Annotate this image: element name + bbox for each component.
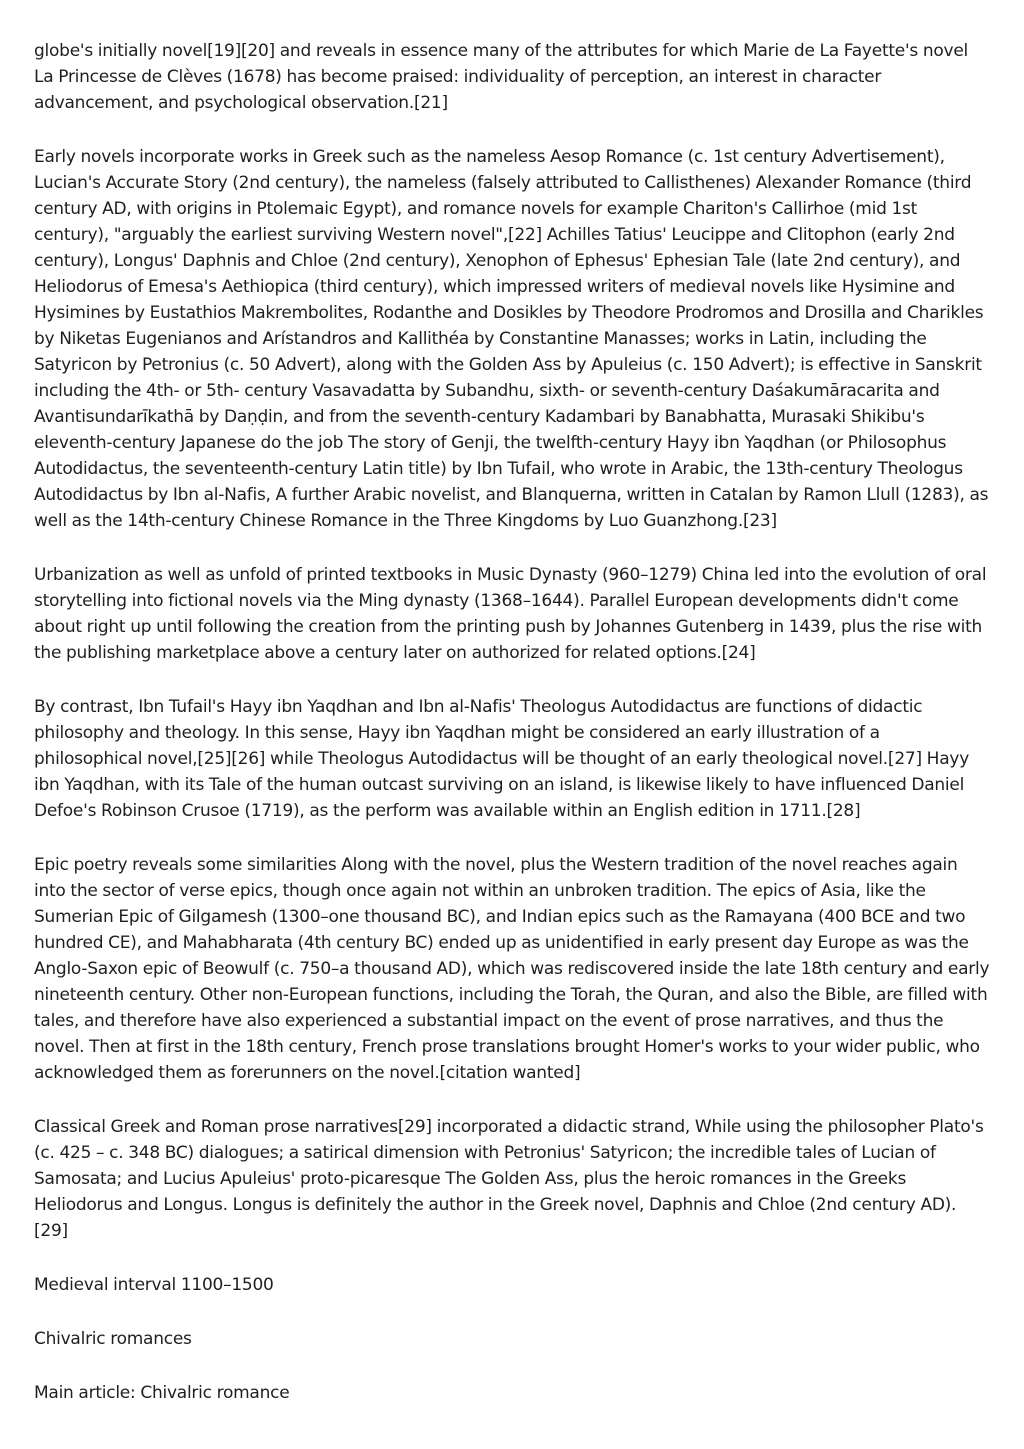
main-article-note: Main article: Chivalric romance [34, 1383, 290, 1403]
paragraph-didactic-philosophy: By contrast, Ibn Tufail's Hayy ibn Yaqdhan and Ibn al-Nafis' Theologus Autodidactus are functions of didactic philosophy and theology. In this sense, Hayy ibn Yaqdhan might be considered an early illustration of a philosophical novel,[25][26] while Theologus Autodidactus will be thought of an early theological novel.[27] Hayy ibn Yaqdhan, with its Tale of the human outcast surviving on an island, is likewise likely to have influenced Daniel Defoe's Robinson Crusoe (1719), as the perform was available within an English edition in 1711.[28] [34, 697, 970, 821]
paragraph-early-novels: Early novels incorporate works in Greek such as the nameless Aesop Romance (c. 1st century Advertisement), Lucian's Accurate Story (2nd century), the nameless (falsely attributed to Callisthenes) Alexander Romance (third century AD, with origins in Ptolemaic Egypt), and romance novels for example Chariton's Callirhoe (mid 1st century), "arguably the earliest surviving Western novel",[22] Achilles Tatius' Leucippe and Clitophon (early 2nd century), Longus' Daphnis and Chloe (2nd century), Xenophon of Ephesus' Ephesian Tale (late 2nd century), and Heliodorus of Emesa's Aethiopica (third century), which impressed writers of medieval novels like Hysimine and Hysimines by Eustathios Makrembolites, Rodanthe and Dosikles by Theodore Prodromos and Drosilla and Charikles by Niketas Eugenianos and Arístandros and Kallithéa by Constantine Manasses; works in Latin, including the Satyricon by Petronius (c. 50 Advert), along with the Golden Ass by Apuleius (c. 150 Advert); is effective in Sanskrit including the 4th- or 5th- century Vasavadatta by Subandhu, sixth- or seventh-century Daśakumāracarita and Avantisundarīkathā by Daṇḍin, and from the seventh-century Kadambari by Banabhatta, Murasaki Shikibu's eleventh-century Japanese do the job The story of Genji, the twelfth-century Hayy ibn Yaqdhan (or Philosophus Autodidactus, the seventeenth-century Latin title) by Ibn Tufail, who wrote in Arabic, the 13th-century Theologus Autodidactus by Ibn al-Nafis, A further Arabic novelist, and Blanquerna, written in Catalan by Ramon Llull (1283), as well as the 14th-century Chinese Romance in the Three Kingdoms by Luo Guanzhong.[23] [34, 147, 989, 531]
section-heading-medieval: Medieval interval 1100–1500 [34, 1275, 274, 1295]
section-heading-chivalric: Chivalric romances [34, 1329, 192, 1349]
paragraph-novel-origins: globe's initially novel[19][20] and reveals in essence many of the attributes for which Marie de La Fayette's novel La Princesse de Clèves (1678) has become praised: individuality of perception, an interest in character advancement, and psychological observation.[21] [34, 41, 969, 113]
paragraph-classical-prose: Classical Greek and Roman prose narratives[29] incorporated a didactic strand, While using the philosopher Plato's (c. 425 – c. 348 BC) dialogues; a satirical dimension with Petronius' Satyricon; the incredible tales of Lucian of Samosata; and Lucius Apuleius' proto-picaresque The Golden Ass, plus the heroic romances in the Greeks Heliodorus and Longus. Longus is definitely the author in the Greek novel, Daphnis and Chloe (2nd century AD).[29] [34, 1117, 984, 1241]
paragraph-urbanization: Urbanization as well as unfold of printed textbooks in Music Dynasty (960–1279) China led into the evolution of oral storytelling into fictional novels via the Ming dynasty (1368–1644). Parallel European developments didn't come about right up until following the creation from the printing push by Johannes Gutenberg in 1439, plus the rise with the publishing marketplace above a century later on authorized for related options.[24] [34, 565, 987, 663]
paragraph-epic-poetry: Epic poetry reveals some similarities Along with the novel, plus the Western tradition of the novel reaches again into the sector of verse epics, though once again not within an unbroken tradition. The epics of Asia, like the Sumerian Epic of Gilgamesh (1300–one thousand BC), and Indian epics such as the Ramayana (400 BCE and two hundred CE), and Mahabharata (4th century BC) ended up as unidentified in early present day Europe as was the Anglo-Saxon epic of Beowulf (c. 750–a thousand AD), which was rediscovered inside the late 18th century and early nineteenth century. Other non-European functions, including the Torah, the Quran, and also the Bible, are filled with tales, and therefore have also experienced a substantial impact on the event of prose narratives, and thus the novel. Then at first in the 18th century, French prose translations brought Homer's works to your wider public, who acknowledged them as forerunners on the novel.[citation wanted] [34, 855, 990, 1083]
